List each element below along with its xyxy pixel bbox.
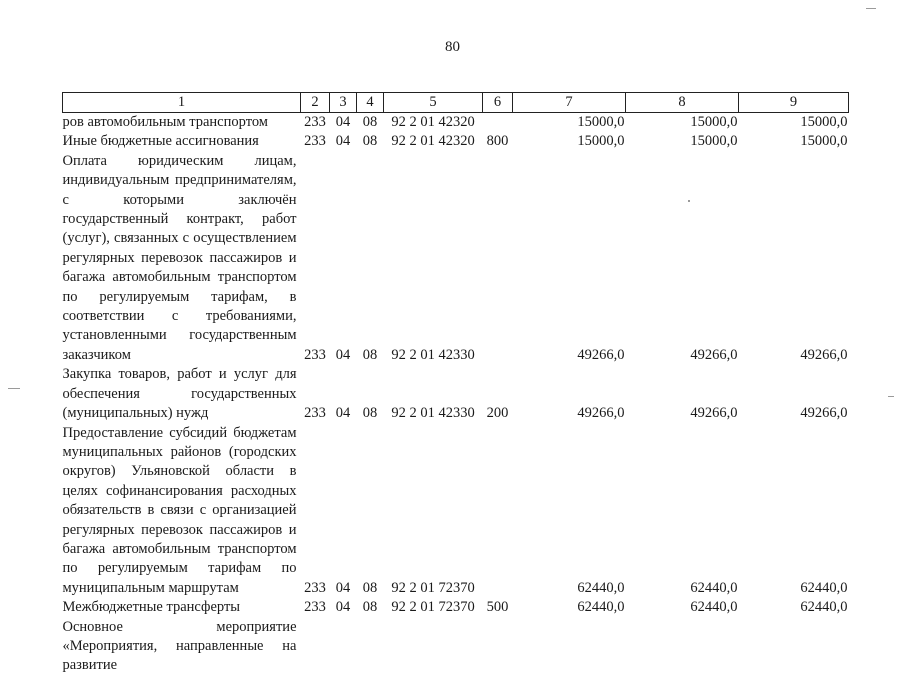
cell-target [384,618,483,676]
col-header-9: 9 [739,93,849,113]
cell-value-9: 62440,0 [800,599,848,616]
cell-admin: 233 [304,599,326,616]
cell-section: 04 [335,599,351,616]
cell-value-7 [513,618,626,676]
cell-value-7: 62440,0 [577,599,625,616]
header-row [63,93,849,113]
cell-admin: 233 [304,579,326,596]
cell-target: 92 2 01 72370 [391,579,475,596]
cell-type: 800 [486,133,509,150]
col-header-2: 2 [301,93,330,113]
cell-target: 92 2 01 42320 [391,133,475,150]
row-name: Предоставление субсидий бюджетам муниципальных районов (городских округов) Ульяновской области в целях софинансирования расходных обязательств в связи с организацией регулярных перевозок пассажиров и багажа автомобильным транспортом по регулируемым тарифам по муниципальным маршрутам [62,424,297,596]
budget-table [62,92,849,676]
cell-value-8: 15000,0 [690,133,738,150]
row-name: Оплата юридическим лицам, индивидуальным предпринимателям, с которыми заключён государственный контракт, работ (услуг), связанных с осуществлением регулярных перевозок пассажиров и багажа автомобильным транспортом по регулируемым тарифам, в соответствии с требованиями, установленными государственным заказчиком [62,152,297,363]
cell-target: 92 2 01 42330 [391,405,475,422]
cell-section: 04 [335,346,351,363]
page-number: 80 [445,39,460,55]
cell-value-7: 15000,0 [577,133,625,150]
cell-subsection: 08 [362,114,378,130]
scan-artifact [888,396,894,397]
table-row [63,132,849,151]
cell-admin [301,618,330,676]
scan-artifact [866,8,876,9]
cell-target: 92 2 01 42320 [391,114,475,130]
table-row [63,598,849,617]
col-header-1: 1 [63,93,301,113]
cell-value-9: 49266,0 [800,405,848,422]
cell-section: 04 [335,133,351,150]
row-name: Основное мероприятие «Мероприятия, направленные на развитие [62,618,297,674]
col-header-8: 8 [626,93,739,113]
cell-type: 500 [486,599,509,616]
cell-section: 04 [335,579,351,596]
cell-target: 92 2 01 42330 [391,346,475,363]
table-row [63,152,849,365]
cell-value-9: 62440,0 [800,579,848,596]
row-name: Иные бюджетные ассигнования [62,133,259,150]
cell-type: 200 [486,405,509,422]
table-row [63,365,849,423]
cell-value-7: 49266,0 [577,405,625,422]
cell-subsection: 08 [362,346,378,363]
cell-subsection: 08 [362,405,378,422]
cell-type [483,618,513,676]
col-header-4: 4 [357,93,384,113]
cell-admin: 233 [304,114,326,130]
cell-type [483,152,513,365]
col-header-3: 3 [330,93,357,113]
cell-value-8: 15000,0 [690,114,738,130]
table-row [63,424,849,599]
cell-value-9: 15000,0 [800,133,848,150]
cell-section [330,618,357,676]
cell-type [483,424,513,599]
cell-type [483,113,513,133]
cell-admin: 233 [304,133,326,150]
cell-subsection: 08 [362,579,378,596]
cell-value-8: 49266,0 [690,405,738,422]
cell-subsection: 08 [362,133,378,150]
row-name: ров автомобильным транспортом [62,114,268,130]
cell-target: 92 2 01 72370 [391,599,475,616]
col-header-7: 7 [513,93,626,113]
cell-value-9: 49266,0 [800,346,848,363]
table-row [63,618,849,676]
scan-artifact [8,388,20,389]
cell-subsection [357,618,384,676]
cell-value-8: 49266,0 [690,346,738,363]
cell-value-8 [626,618,739,676]
cell-section: 04 [335,405,351,422]
cell-admin: 233 [304,346,326,363]
table-row [63,113,849,133]
cell-value-7: 62440,0 [577,579,625,596]
cell-section: 04 [335,114,351,130]
scan-artifact [688,200,690,202]
cell-value-8: 62440,0 [690,599,738,616]
cell-value-9 [739,618,849,676]
cell-admin: 233 [304,405,326,422]
row-name: Закупка товаров, работ и услуг для обеспечения государственных (муниципальных) нужд [62,366,297,422]
row-name: Межбюджетные трансферты [62,599,241,616]
col-header-5: 5 [384,93,483,113]
col-header-6: 6 [483,93,513,113]
cell-value-8: 62440,0 [690,579,738,596]
cell-value-7: 49266,0 [577,346,625,363]
cell-value-7: 15000,0 [577,114,625,130]
cell-value-9: 15000,0 [800,114,848,130]
cell-subsection: 08 [362,599,378,616]
